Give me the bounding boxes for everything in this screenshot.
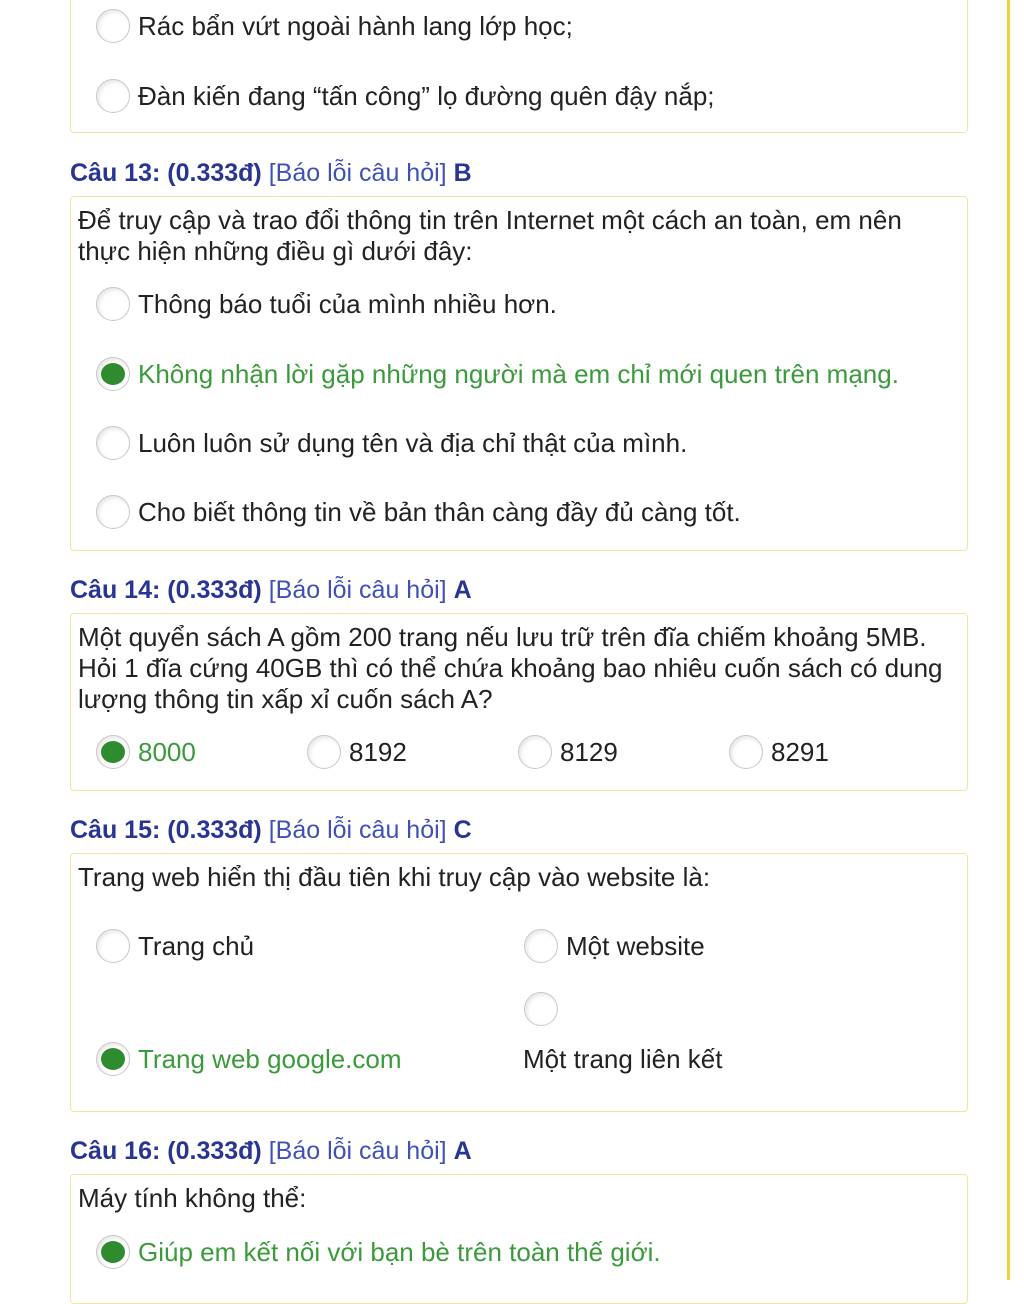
question-points: (0.333đ) xyxy=(167,576,262,604)
q14-option-1[interactable] xyxy=(96,732,196,772)
report-error-link[interactable]: [Báo lỗi câu hỏi] xyxy=(268,159,447,187)
q15-option-4[interactable] xyxy=(523,1039,722,1079)
question-13-header xyxy=(70,158,472,188)
question-16-header xyxy=(70,1136,472,1166)
radio-button[interactable] xyxy=(96,929,130,963)
report-error-link[interactable]: [Báo lỗi câu hỏi] xyxy=(268,816,447,844)
question-15-header xyxy=(70,815,472,845)
radio-button[interactable] xyxy=(307,735,341,769)
radio-button-selected[interactable] xyxy=(96,735,130,769)
q15-option-1[interactable] xyxy=(96,926,254,966)
q13-option-2[interactable] xyxy=(96,354,899,394)
question-16-text: Máy tính không thể: xyxy=(78,1183,307,1213)
option-label: 8129 xyxy=(560,736,618,767)
report-error-link[interactable]: [Báo lỗi câu hỏi] xyxy=(268,1137,447,1165)
q13-option-4[interactable] xyxy=(96,492,741,532)
radio-button[interactable] xyxy=(524,929,558,963)
radio-button-selected[interactable] xyxy=(96,357,130,391)
radio-button-selected[interactable] xyxy=(96,1235,130,1269)
q13-option-3[interactable] xyxy=(96,423,687,463)
q14-option-4[interactable] xyxy=(729,732,829,772)
q14-option-3[interactable] xyxy=(518,732,618,772)
option-label: Giúp em kết nối với bạn bè trên toàn thế giới. xyxy=(138,1236,661,1267)
option-label: 8000 xyxy=(138,736,196,767)
option-label: Không nhận lời gặp những người mà em chỉ mới quen trên mạng. xyxy=(138,358,899,389)
q16-option-1[interactable] xyxy=(96,1232,661,1272)
question-points: (0.333đ) xyxy=(167,159,262,187)
radio-button[interactable] xyxy=(96,426,130,460)
question-13-text: Để truy cập và trao đổi thông tin trên Internet một cách an toàn, em nên thực hiện những điều gì dưới đây: xyxy=(78,205,902,266)
option-label: Trang web google.com xyxy=(138,1043,402,1074)
option-label: Đàn kiến đang “tấn công” lọ đường quên đậy nắp; xyxy=(138,80,715,111)
question-number: Câu 14: xyxy=(70,576,161,604)
radio-button[interactable] xyxy=(96,495,130,529)
right-border-rail xyxy=(1007,0,1010,1280)
report-error-link[interactable]: [Báo lỗi câu hỏi] xyxy=(268,576,447,604)
q15-option-2[interactable] xyxy=(524,926,705,966)
radio-button-selected[interactable] xyxy=(96,1042,130,1076)
radio-button[interactable] xyxy=(96,79,130,113)
prev-option-1[interactable] xyxy=(96,6,573,46)
option-label: Rác bẩn vứt ngoài hành lang lớp học; xyxy=(138,10,573,41)
question-number: Câu 16: xyxy=(70,1137,161,1165)
radio-button[interactable] xyxy=(518,735,552,769)
option-label: 8192 xyxy=(349,736,407,767)
option-label: Trang chủ xyxy=(138,930,255,961)
answer-key: B xyxy=(453,159,472,187)
option-label: Luôn luôn sử dụng tên và địa chỉ thật của mình. xyxy=(138,427,688,458)
q15-option-4-radio[interactable] xyxy=(524,992,558,1026)
question-14-header xyxy=(70,575,472,605)
answer-key: C xyxy=(453,816,472,844)
q13-option-1[interactable] xyxy=(96,284,557,324)
radio-button[interactable] xyxy=(96,9,130,43)
answer-key: A xyxy=(453,576,472,604)
radio-button[interactable] xyxy=(96,287,130,321)
option-label: Một website xyxy=(566,930,705,961)
prev-option-2[interactable] xyxy=(96,76,715,116)
radio-button[interactable] xyxy=(729,735,763,769)
question-points: (0.333đ) xyxy=(167,1137,262,1165)
answer-key: A xyxy=(453,1137,472,1165)
question-number: Câu 15: xyxy=(70,816,161,844)
question-15-text: Trang web hiển thị đầu tiên khi truy cập vào website là: xyxy=(78,862,711,892)
option-label: Một trang liên kết xyxy=(523,1043,723,1074)
q14-option-2[interactable] xyxy=(307,732,407,772)
question-14-text: Một quyển sách A gồm 200 trang nếu lưu trữ trên đĩa chiếm khoảng 5MB. Hỏi 1 đĩa cứng 40GB thì có thể chứa khoảng bao nhiêu cuốn sách có dung lượng thông tin xấp xỉ cuốn sách A? xyxy=(78,622,943,714)
option-label: Thông báo tuổi của mình nhiều hơn. xyxy=(138,288,557,319)
question-points: (0.333đ) xyxy=(167,816,262,844)
option-label: Cho biết thông tin về bản thân càng đầy đủ càng tốt. xyxy=(138,496,741,527)
question-number: Câu 13: xyxy=(70,159,161,187)
option-label: 8291 xyxy=(771,736,829,767)
q15-option-3[interactable] xyxy=(96,1039,402,1079)
